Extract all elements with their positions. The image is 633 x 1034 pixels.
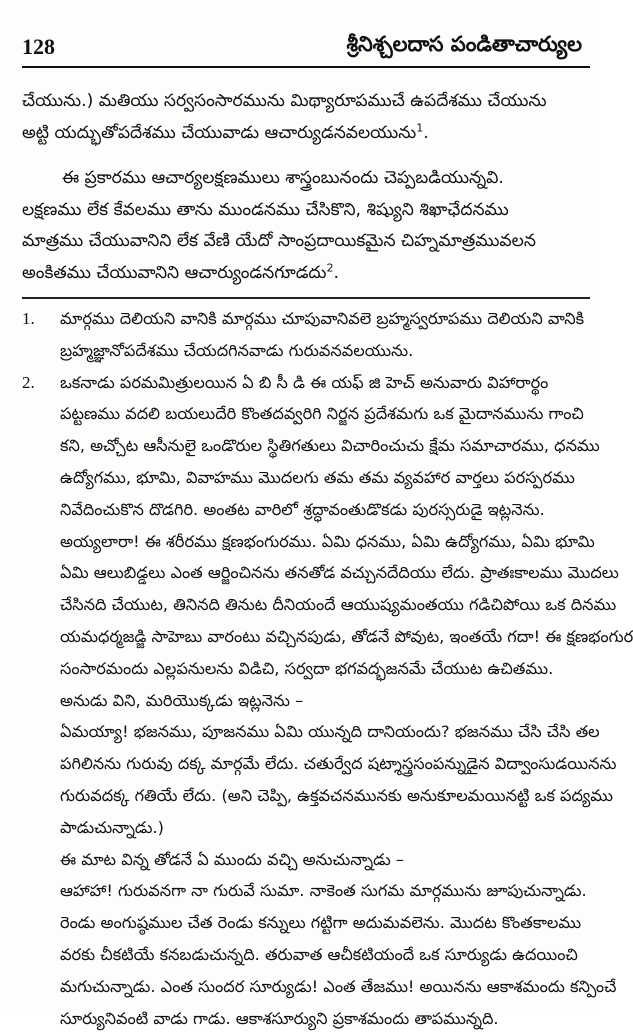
footnote-line: ఉద్యోగము, భూమి, వివాహము మొదలగు తమ తమ వ్యవహార వార్తలు పరస్పరము — [60, 467, 575, 487]
footnote-line: నివేదించుకొన దొడగిరి. అంతట వారిలో శ్రద్ధావంతుడొకడు పురస్సరుడై ఇట్లనెను. — [60, 499, 545, 519]
text-line: చేయును.) మతియు సర్వసంసారమును మిథ్యారూపముచే ఉపదేశము చేయును — [22, 91, 547, 111]
running-title: శ్రీనిశ్చలదాస పండితాచార్యుల — [346, 32, 582, 56]
footnote-line: గురువదక్క గతియే లేదు. (అని చెప్పి, ఉక్తవచనమునకు అనుకూలమయినట్టి ఒక పద్యము — [60, 785, 614, 805]
main-text — [22, 86, 600, 289]
footnote-line: కని, అచ్చోట ఆసీనులై ఒండొరుల స్థితిగతులు విచారించుచు క్షేమ సమాచారము, ధనము — [60, 436, 600, 456]
footnote-line: 1. మార్గము దెలియని వానికి మార్గము చూపువానివలె బ్రహ్మస్వరూపము దెలియని వానికి — [22, 303, 600, 335]
footnote-line: వరకు చీకటియే కనబడుచున్నది. తరువాత ఆచీకటియందే ఒక సూర్యుడు ఉదయించి — [60, 944, 578, 964]
page-header — [22, 30, 582, 66]
page-number: 128 — [22, 34, 55, 59]
footnotes — [22, 303, 633, 1034]
footnote-line: పట్టణము వదలి బయలుదేరి కొంతదవ్వరిగి నిర్జన ప్రదేశమగు ఒక మైదానమును గాంచి — [60, 404, 584, 424]
footnote-line: ఏమయ్యా! భజనము, పూజనము ఏమి యున్నది దానియందు? భజనము చేసి చేసి తల — [60, 722, 600, 742]
header-rule — [22, 66, 590, 68]
text-line: మాత్రము చేయువానిని లేక వేణి యేదో సాంప్రదాయికమైన చిహ్నమాత్రమువలన — [22, 231, 536, 251]
footnote-line: అనుడు విని, మరియొక్కడు ఇట్లనెను – — [60, 690, 304, 710]
text-line: లక్షణము లేక కేవలము తాను ముండనము చేసికొని, శిష్యుని శిఖాఛేదనము — [22, 199, 509, 220]
text-line: అట్టి యద్భుతోపదేశము చేయువాడు ఆచార్యుడనవలయును$^1$. — [22, 120, 429, 143]
footnote-mark: 1 — [416, 120, 424, 134]
footnote-line: పాడుచున్నాడు.) — [60, 817, 164, 837]
footnote-line: బ్రహ్మజ్ఞానోపదేశము చేయదగినవాడు గురువనవలయును. — [60, 340, 414, 360]
footnote-line: సంసారమందు ఎల్లపనులను విడిచి, సర్వదా భగవద్భజనమే చేయుట ఉచితము. — [60, 658, 554, 678]
footnote-line: 2. ఒకనాడు పరమమిత్రులయిన ఏ బి సీ డి ఈ యఫ్ జి హెచ్ అనువారు విహారార్థం — [22, 367, 600, 399]
footnote-mark: 2 — [326, 260, 334, 274]
footnote-line: మగుచున్నాడు. ఎంత సుందర సూర్యుడు! ఎంత తేజము! అయినను ఆకాశమందు కన్పించే — [60, 976, 617, 996]
footnote-line: చేసినది చేయుట, తినినది తినుట దీనియందే ఆయుష్యమంతయు గడిచిపోయి ఒక దినము — [60, 595, 617, 615]
footnote-line: అయ్యలారా! ఈ శరీరము క్షణభంగురము. ఏమి ధనము, ఏమి ఉద్యోగము, ఏమి భూమి — [60, 531, 595, 551]
text-line: అంకితము చేయువానిని ఆచార్యుండనగూడదు$^2$. — [22, 260, 339, 283]
text-line: ఈ ప్రకారము ఆచార్యలక్షణములు శాస్త్రంబునందు చెప్పబడియున్నవి. — [62, 168, 504, 188]
footnote-line: ఈ మాట విన్న తోడనే ఏ ముందు వచ్చి అనుచున్నాడు – — [60, 849, 404, 869]
footnote-line: రెండు అంగుష్ఠముల చేత రెండు కన్నులు గట్టిగా అదుమవలెను. మొదట కొంతకాలము — [60, 913, 582, 933]
footnote-line: ఆహాహా! గురువనగా నా గురువే సుమా. నాకెంత సుగమ మార్గమును జూపుచున్నాడు. — [60, 881, 587, 901]
footnote-rule — [22, 297, 590, 299]
footnote-line: సూర్యునివంటి వాడు గాడు. ఆకాశసూర్యుని ప్రకాశమందు తాపమున్నది. — [60, 1008, 499, 1028]
footnote-number: 2. — [22, 372, 35, 392]
footnote-number: 1. — [22, 309, 35, 328]
footnote-line: యమధర్మజడ్జి సాహెబు వారంటు వచ్చినపుడు, తోడనే పోవుట, ఇంతయే గదా! ఈ క్షణభంగుర — [60, 626, 633, 646]
footnote-line: ఏమి ఆలుబిడ్డలు ఎంత ఆర్జించినను తనతోడ వచ్చునదేదియు లేదు. ప్రాతఃకాలము మొదలు — [60, 563, 619, 583]
footnote-line: పగిలినను గురువు దక్క మార్గమే లేదు. చతుర్వేద షట్శాస్త్రసంపన్నుడైన విద్వాంసుడయినను — [60, 754, 617, 774]
